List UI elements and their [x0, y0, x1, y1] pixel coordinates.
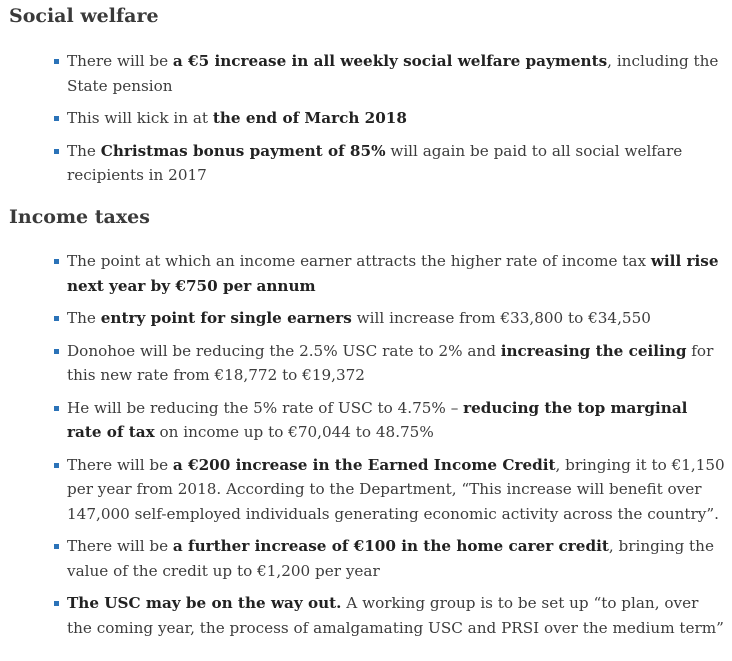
item-text: He will be reducing the 5% rate of USC to 4.75% – [67, 398, 464, 417]
list-item [51, 106, 727, 131]
list-item [51, 306, 727, 331]
item-bold-text: Christmas bonus payment of 85% [100, 141, 386, 160]
list-item [51, 396, 727, 445]
item-text: , bringing the value of the credit up to €1,200 per year [67, 537, 714, 580]
item-bold-text: will rise next year by €750 per annum [67, 252, 719, 295]
item-text: will again be paid to all social welfare recipients in 2017 [67, 141, 683, 184]
item-text: , including the State pension [67, 52, 719, 95]
item-text: A working group is to be set up “to plan, over the coming year, the process of amalgamating USC and PRSI over the medium term” [67, 594, 724, 637]
item-text: There will be [67, 52, 173, 70]
item-bold-text: reducing the top marginal rate of tax [67, 398, 688, 441]
item-text: The [67, 309, 101, 327]
list-item [51, 591, 727, 640]
item-bold-text: a €5 increase in all weekly social welfare payments [172, 52, 608, 70]
item-text: There will be [67, 537, 173, 555]
bullet-list-social-welfare [51, 49, 727, 188]
item-bold-text: entry point for single earners [100, 309, 352, 327]
item-text: , bringing it to €1,150 per year from 2018. According to the Department, “This increase will benefit over 147,000 self-employed individuals generating economic activity across the country”. [67, 455, 725, 523]
list-item [51, 453, 727, 527]
item-text: Donohoe will be reducing the 2.5% USC rate to 2% and [67, 341, 501, 360]
list-item [51, 534, 727, 583]
list-item [51, 249, 727, 298]
item-text: The [67, 141, 101, 160]
section-heading-income-taxes: Income taxes [9, 206, 150, 228]
item-text: will increase from €33,800 to €34,550 [351, 309, 651, 327]
list-item [51, 339, 727, 388]
list-item [51, 139, 727, 188]
item-text: on income up to €70,044 to 48.75% [154, 423, 434, 441]
item-bold-text: The USC may be on the way out. [67, 594, 342, 612]
item-bold-text: the end of March 2018 [212, 109, 407, 127]
item-text: for this new rate from €18,772 to €19,372 [67, 341, 714, 384]
section-heading-social-welfare: Social welfare [9, 5, 159, 27]
item-text: This will kick in at [67, 109, 213, 127]
item-bold-text: a further increase of €100 in the home carer credit [172, 537, 609, 555]
item-bold-text: increasing the ceiling [500, 341, 687, 360]
item-text: There will be [67, 455, 173, 474]
bullet-list-income-taxes [51, 249, 727, 648]
list-item [51, 49, 727, 98]
item-text: The point at which an income earner attracts the higher rate of income tax [67, 252, 651, 270]
item-bold-text: a €200 increase in the Earned Income Credit [172, 455, 556, 474]
